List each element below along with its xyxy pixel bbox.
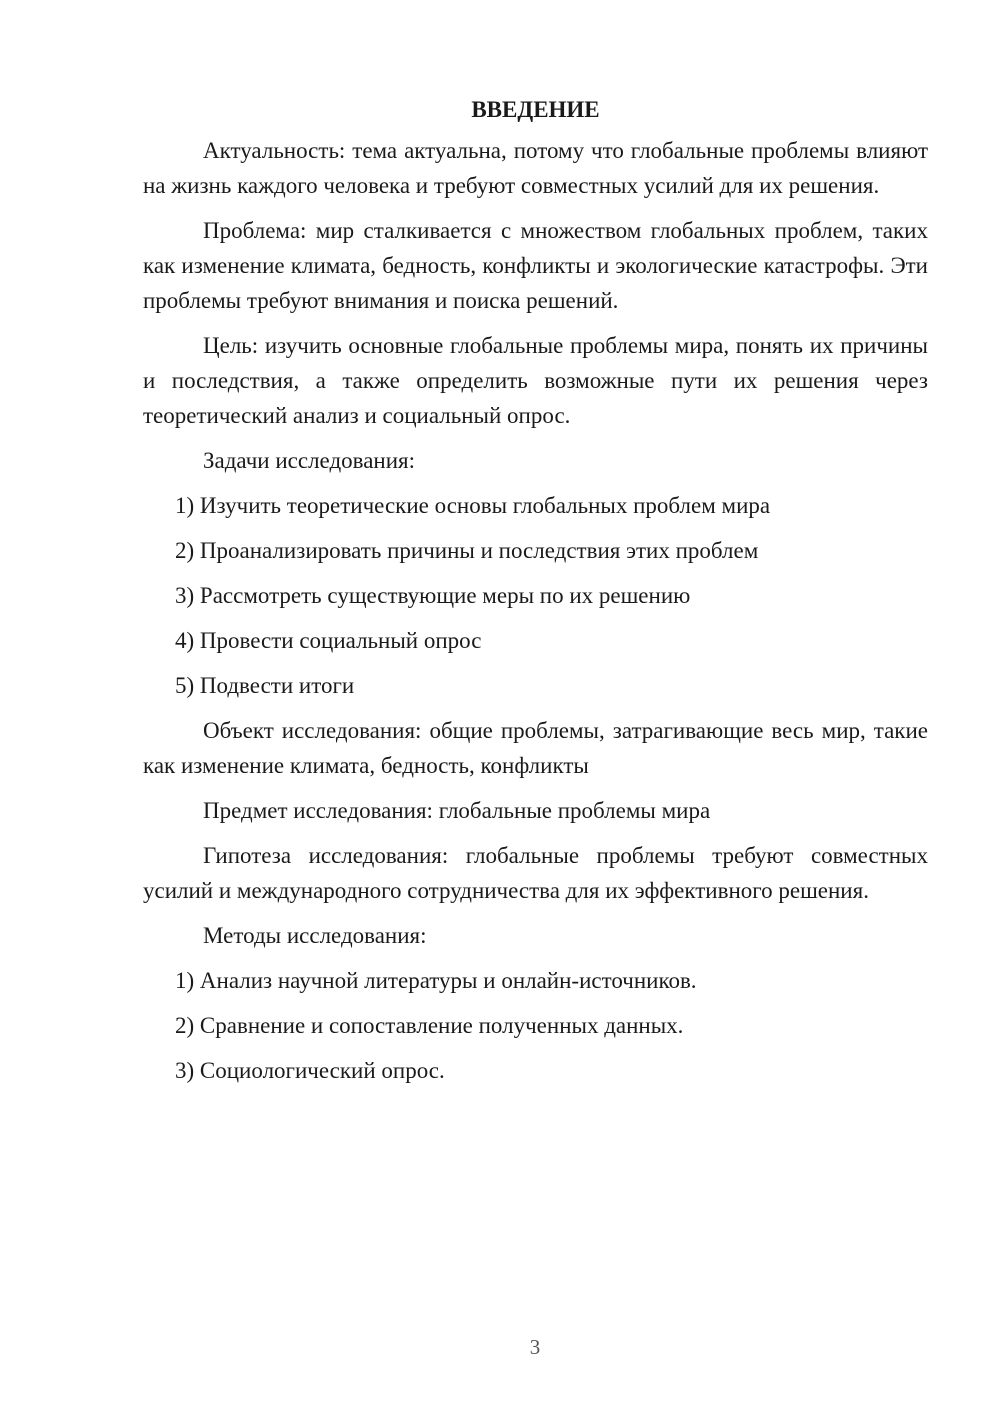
method-item: 2) Сравнение и сопоставление полученных данных.	[175, 1013, 684, 1038]
page-content	[143, 92, 928, 1098]
page-number: 3	[529, 1335, 541, 1359]
section-title: ВВЕДЕНИЕ	[471, 97, 600, 122]
method-item: 1) Анализ научной литературы и онлайн-источников.	[175, 968, 697, 993]
tasks-heading: Задачи исследования:	[203, 448, 416, 473]
object-paragraph: Объект исследования: общие проблемы, затрагивающие весь мир, такие как изменение климата, бедность, конфликты	[143, 718, 928, 778]
method-item: 3) Социологический опрос.	[175, 1058, 445, 1083]
task-item: 1) Изучить теоретические основы глобальных проблем мира	[175, 493, 771, 518]
problem-paragraph: Проблема: мир сталкивается с множеством глобальных проблем, таких как изменение климата, бедность, конфликты и экологические катастрофы. Эти проблемы требуют внимания и поиска решений.	[143, 218, 928, 313]
hypothesis-paragraph: Гипотеза исследования: глобальные проблемы требуют совместных усилий и международного сотрудничества для их эффективного решения.	[143, 843, 928, 903]
task-item: 3) Рассмотреть существующие меры по их решению	[175, 583, 691, 608]
task-item: 4) Провести социальный опрос	[175, 628, 482, 653]
relevance-paragraph: Актуальность: тема актуальна, потому что глобальные проблемы влияют на жизнь каждого человека и требуют совместных усилий для их решения.	[143, 138, 928, 198]
task-item: 5) Подвести итоги	[175, 673, 355, 698]
methods-heading: Методы исследования:	[203, 923, 427, 948]
goal-paragraph: Цель: изучить основные глобальные проблемы мира, понять их причины и последствия, а также определить возможные пути их решения через теоретический анализ и социальный опрос.	[143, 333, 928, 428]
subject-paragraph: Предмет исследования: глобальные проблемы мира	[203, 798, 711, 823]
task-item: 2) Проанализировать причины и последствия этих проблем	[175, 538, 759, 563]
